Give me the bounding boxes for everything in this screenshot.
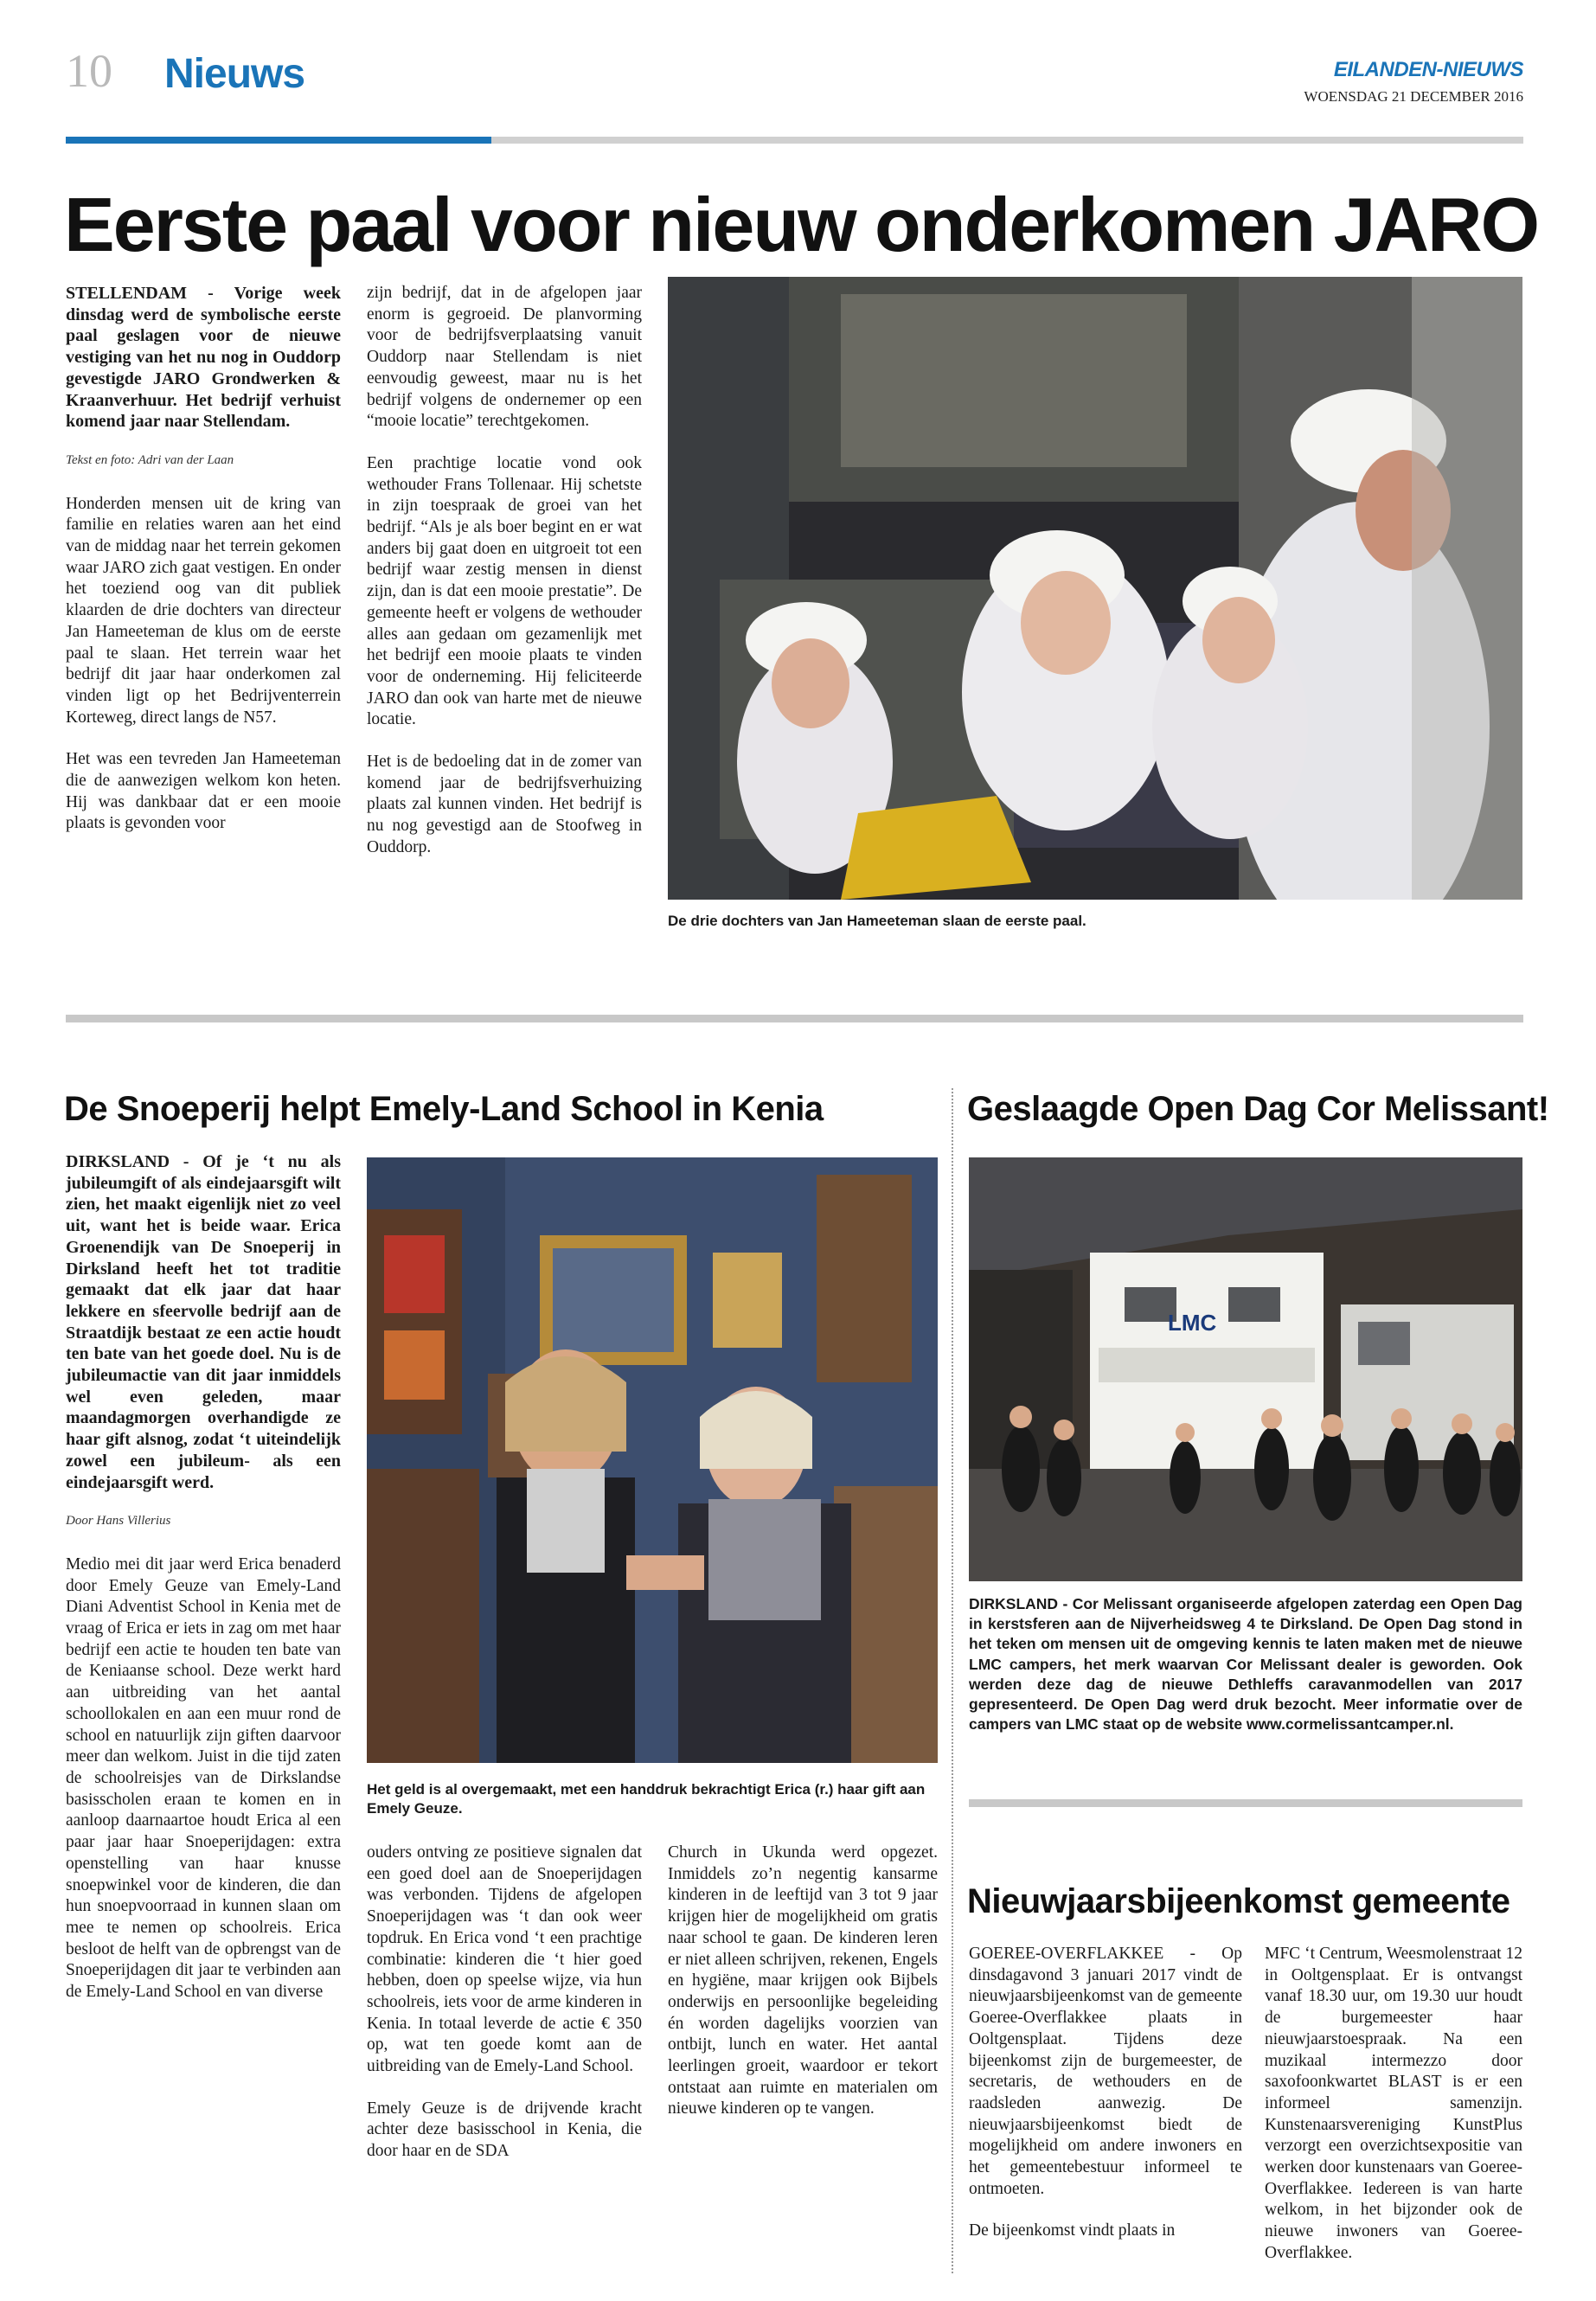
article2-column-1 — [66, 1151, 341, 2024]
article2-photo — [367, 1157, 938, 1763]
article1-paragraph: Honderden mensen uit de kring van familie en relaties waren aan het eind van de middag naar het terrein gekomen waar JARO zich gaat vestigen. En onder het toeziend oog van dit publiek klaarden de drie dochters van directeur Jan Hameeteman de klus om de eerste paal te slaan. Het terrein waar het bedrijf dit jaar haar onderkomen zal vinden ligt op het Bedrijventerrein Korteweg, direct langs de N57. — [66, 494, 341, 727]
article3-caption: DIRKSLAND - Cor Melissant organiseerde afgelopen zaterdag een Open Dag in kerstsferen aan de Nijverheidsweg 4 te Dirksland. De Open Dag stond in het teken om mensen uit de omgeving kennis te laten maken met de nieuwe LMC campers, het merk waarvan Cor Melissant dealer is geworden. Ook werden deze dag de nieuwe Dethleffs caravanmodellen van 2017 gepresenteerd. De Open Dag werd druk bezocht. Meer informatie over de campers van LMC staat op de website www.cormelissantcamper.nl. — [969, 1595, 1522, 1734]
article2-paragraph: ouders ontving ze positieve signalen dat een goed doel aan de Snoeperijdagen was verbonden. Tijdens de afgelopen Snoeperijdagen was ‘t dan ook weer topdruk. En Erica vond ‘t een prachtige combinatie: kinderen die ‘t hier goed hebben, doen op speelse wijze, via hun schoolreis, iets voor de arme kinderen in Kenia. In totaal leverde de actie € 350 op, wat ten goede komt aan de uitbreiding van de Emely-Land School. — [367, 1843, 642, 2076]
article3-headline: Geslaagde Open Dag Cor Melissant! — [967, 1090, 1549, 1128]
article3-photo — [969, 1157, 1522, 1581]
article1-paragraph: Het is de bedoeling dat in de zomer van komend jaar de bedrijfsverhuizing plaats zal kunnen vinden. Het bedrijf is nu nog gevestigd aan de Stoofweg in Ouddorp. — [367, 753, 642, 856]
article2-paragraph: Medio mei dit jaar werd Erica benaderd door Emely Geuze van Emely-Land Diani Adventist School in Kenia met de vraag of Erica er iets in zag om met haar bedrijf een actie te houden ten bate van de Keniaanse school. Deze werkt hard aan uitbreiding van het aantal schoollokalen en aan een muur rond de school en natuurlijk zijn giften daarvoor meer dan welkom. Juist in die tijd zaten de schoolreisjes van de Dirkslandse basisscholen eraan te komen en in aanloop daarnaartoe houdt Erica al een paar jaar haar Snoeperijdagen: extra openstelling van haar knusse snoepwinkel voor de kinderen, die dan hun snoepvoorraad in kunnen slaan om mee te nemen op schoolreis. Erica besloot de helft van de opbrengst van de Snoeperijdagen dit jaar te verbinden aan de Emely-Land School en van diverse — [66, 1554, 341, 2002]
article1-photo-caption: De drie dochters van Jan Hameeteman slaan de eerste paal. — [668, 913, 1086, 929]
article2-photo-caption: Het geld is al overgemaakt, met een handdruk bekrachtigt Erica (r.) haar gift aan Emely Geuze. — [367, 1781, 926, 1817]
article1-lead: STELLENDAM - Vorige week dinsdag werd de symbolische eerste paal geslagen voor de nieuwe vestiging van het nu nog in Ouddorp gevestigde JARO Grondwerken & Kraanverhuur. Het bedrijf verhuist komend jaar naar Stellendam. — [66, 284, 341, 432]
article1-photo — [668, 277, 1522, 900]
article1-column-1 — [66, 283, 341, 856]
column-divider-dotted — [952, 1088, 953, 2273]
article1-headline: Eerste paal voor nieuw onderkomen JARO — [64, 182, 1539, 267]
section-divider — [66, 1015, 1523, 1022]
camper-brand-text: LMC — [1168, 1310, 1217, 1336]
article4-paragraph: GOEREE-OVERFLAKKEE - Op dinsdagavond 3 januari 2017 vindt de nieuwjaarsbijeenkomst van de gemeente Goeree-Overflakkee plaats in Ooltgensplaat. Tijdens deze bijeenkomst zijn de burgemeester, de secretaris, de wethouders en de raadsleden aanwezig. De nieuwjaarsbijeenkomst biedt de mogelijkheid om andere inwoners en het gemeentebestuur informeel te ontmoeten. — [969, 1945, 1242, 2198]
article2-column-2 — [367, 1843, 642, 2183]
article1-paragraph: Het was een tevreden Jan Hameeteman die de aanwezigen welkom kon heten. Hij was dankbaar dat er een mooie plaats is gevonden voor — [66, 750, 341, 833]
article2-column-3 — [668, 1843, 938, 2141]
article4-paragraph: MFC ‘t Centrum, Weesmolenstraat 12 in Ooltgensplaat. Er is ontvangst vanaf 18.30 uur, om 19.30 uur houdt de burgemeester haar nieuwjaarstoespraak. Na een muzikaal intermezzo door saxofoonkwartet BLAST is er een informeel samenzijn. Kunstenaarsvereniging KunstPlus verzorgt een overzichtsexpositie van werken door kunstenaars van Goeree-Overflakkee. Iedereen is van harte welkom, in het bijzonder ook de nieuwe inwoners van Goeree-Overflakkee. — [1265, 1945, 1522, 2262]
article2-paragraph: Emely Geuze is de drijvende kracht achter deze basisschool in Kenia, die door haar en de SDA — [367, 2099, 642, 2161]
article2-headline: De Snoeperij helpt Emely-Land School in Kenia — [64, 1090, 824, 1128]
article4-headline: Nieuwjaarsbijeenkomst gemeente — [967, 1882, 1510, 1920]
page-number: 10 — [66, 45, 112, 97]
masthead-logo: EILANDEN-NIEUWS — [1333, 58, 1523, 81]
header-rule-accent — [66, 137, 491, 144]
section-title: Nieuws — [164, 51, 305, 97]
article1-paragraph: Een prachtige locatie vond ook wethouder Frans Tollenaar. Hij schetste in zijn toespraak de groei van het bedrijf. “Als je als boer begint en er wat anders bij gaat doen en uitgroeit tot een bedrijf waar zestig mensen in dienst zijn, dan is dat een mooie prestatie”. De gemeente heeft er volgens de wethouder alles aan gedaan om gezamenlijk met het bedrijf een mooie plaats te vinden voor de onderneming. Hij feliciteerde JARO dan ook van harte met de nieuwe locatie. — [367, 453, 642, 729]
article1-credit: Tekst en foto: Adri van der Laan — [66, 452, 234, 467]
section-divider — [969, 1799, 1522, 1807]
article2-paragraph: Church in Ukunda werd opgezet. Inmiddels zo’n negentig kansarme kinderen in de leeftijd van 3 tot 9 jaar krijgen hier de mogelijkheid om gratis naar school te gaan. De kinderen leren er niet alleen schrijven, rekenen, Engels en hygiëne, maar krijgen ook Bijbels onderwijs en persoonlijke begeleiding én worden dagelijks voorzien van ontbijt, lunch en water. Het aantal leerlingen groeit, waardoor er tekort ontstaat aan ruimte en materialen om nieuwe kinderen op te vangen. — [668, 1843, 938, 2118]
article2-lead: DIRKSLAND - Of je ‘t nu als jubileumgift of als eindejaarsgift wilt zien, het maakt eigenlijk niet zo veel uit, want het is beide waar. Erica Groenendijk van De Snoeperij in Dirksland heeft het tot traditie gemaakt dat elk jaar dat haar lekkere en sfeervolle bedrijf aan de Straatdijk bestaat ze een actie houdt ten bate van het goede doel. Nu is de jubileumactie van dit jaar inmiddels wel even geleden, maar maandagmorgen overhandigde ze haar gift alsnog, zodat ‘t uiteindelijk zowel een jubileum- als een eindejaarsgift werd. — [66, 1152, 341, 1492]
article4-paragraph: De bijeenkomst vindt plaats in — [969, 2221, 1176, 2240]
article1-paragraph: zijn bedrijf, dat in de afgelopen jaar enorm is gegroeid. De planvorming voor de bedrijfsverplaatsing vanuit Ouddorp naar Stellendam is niet eenvoudig geweest, maar nu is het bedrijf volgens de ondernemer op een “mooie locatie” terechtgekomen. — [367, 284, 642, 431]
article2-credit: Door Hans Villerius — [66, 1514, 171, 1529]
issue-date: WOENSDAG 21 DECEMBER 2016 — [1304, 88, 1523, 105]
article4-column-1 — [969, 1944, 1242, 2263]
article4-column-2 — [1265, 1944, 1522, 2285]
article1-column-2 — [367, 283, 642, 880]
